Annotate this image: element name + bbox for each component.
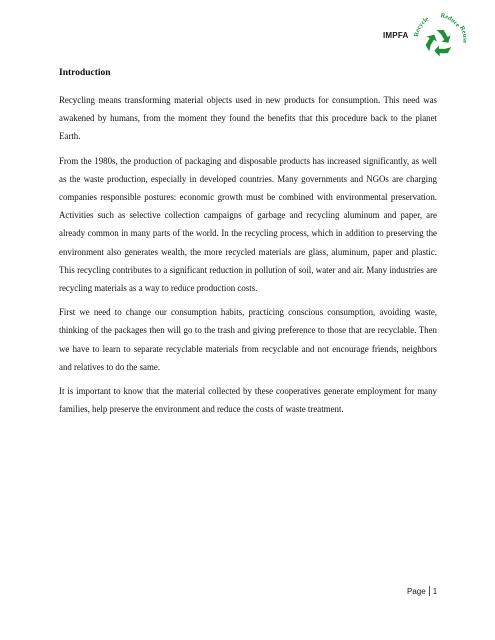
paragraph-4: It is important to know that the material collected by these cooperatives generate employment for many families, help preserve the environment and reduce the costs of waste treatment.: [59, 386, 437, 415]
logo-word-reduce: Reduce: [439, 12, 462, 29]
recycle-icon: [410, 8, 468, 66]
header-org-label: IMPFA: [383, 31, 409, 40]
paragraph-2: From the 1980s, the production of packaging and disposable products has increased significantly, as well as the waste production, especially in developed countries. Many governments and NGOs are charging companies responsible postures: economic growth must be combined with environmental preservation. Activities such as selective collection campaigns of garbage and recycling aluminum and paper, are already common in many parts of the world. In the recycling process, which in addition to preserving the environment also generates wealth, the more recycled materials are glass, aluminum, paper and plastic. This recycling contributes to a significant reduction in pollution of soil, water and air. Many industries are recycling materials as a way to reduce production costs.: [59, 155, 437, 294]
paragraph-3: First we need to change our consumption habits, practicing conscious consumption, avoiding waste, thinking of the packages then will go to the trash and giving preference to those that are recyclable. Then we have to learn to separate recyclable materials from recyclable and not encourage friends, neighbors and relatives to do the same.: [59, 307, 437, 372]
footer-separator: [429, 586, 430, 596]
page-footer: [407, 586, 437, 596]
paragraph-1: Recycling means transforming material objects used in new products for consumption. This need was awakened by humans, from the moment they found the benefits that this procedure back to the planet Earth.: [59, 95, 437, 142]
logo-word-reuse: Reuse: [458, 24, 468, 44]
page-label: Page: [407, 586, 426, 596]
page-number: 1: [432, 586, 438, 596]
logo-word-recycle: Recycle: [413, 15, 430, 38]
section-heading: Introduction: [59, 68, 111, 78]
recycle-logo: [410, 8, 468, 66]
document-body: [59, 68, 437, 424]
